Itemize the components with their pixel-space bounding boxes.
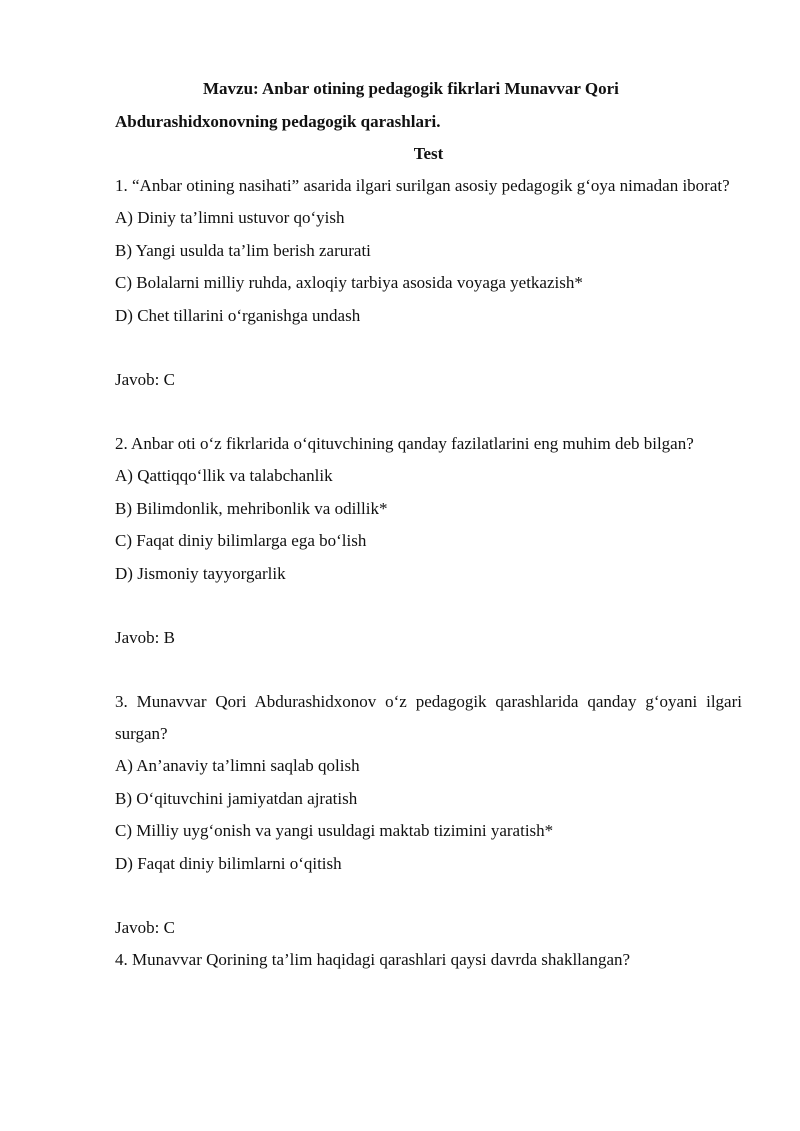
- answer: Javob: B: [115, 628, 175, 647]
- option-a: A) An’anaviy ta’limni saqlab qolish: [115, 756, 360, 775]
- title-line-2: Abdurashidxonovning pedagogik qarashlari.: [115, 112, 441, 131]
- option-a: A) Diniy ta’limni ustuvor qo‘yish: [115, 208, 345, 227]
- answer: Javob: C: [115, 918, 175, 937]
- option-c: C) Faqat diniy bilimlarga ega bo‘lish: [115, 531, 367, 550]
- section-subtitle: Test: [413, 144, 444, 163]
- option-d: D) Chet tillarini o‘rganishga undash: [115, 305, 361, 325]
- option-c: C) Bolalarni milliy ruhda, axloqiy tarbiya asosida voyaga yetkazish*: [115, 273, 583, 292]
- question-text: 3. Munavvar Qori Abdurashidxonov o‘z pedagogik qarashlarida qanday g‘oyani ilgari surgan?: [115, 692, 742, 743]
- option-d: D) Jismoniy tayyorgarlik: [115, 563, 286, 583]
- option-c: C) Milliy uyg‘onish va yangi usuldagi maktab tizimini yaratish*: [115, 821, 554, 840]
- title-line-1: Mavzu: Anbar otining pedagogik fikrlari Munavvar Qori: [203, 79, 619, 98]
- option-a: A) Qattiqqo‘llik va talabchanlik: [115, 466, 333, 485]
- question-text: 2. Anbar oti o‘z fikrlarida o‘qituvchining qanday fazilatlarini eng muhim deb bilgan?: [115, 434, 694, 453]
- option-d: D) Faqat diniy bilimlarni o‘qitish: [115, 853, 342, 873]
- question-text: 1. “Anbar otining nasihati” asarida ilgari surilgan asosiy pedagogik g‘oya nimadan iborat?: [115, 176, 730, 195]
- option-b: B) Yangi usulda ta’lim berish zarurati: [115, 240, 371, 260]
- question-4: [115, 944, 742, 976]
- question-1: [115, 170, 742, 428]
- question-3: [115, 686, 742, 944]
- document-title: [115, 72, 742, 138]
- answer: Javob: C: [115, 370, 175, 389]
- question-2: [115, 428, 742, 686]
- option-b: B) Bilimdonlik, mehribonlik va odillik*: [115, 498, 388, 518]
- question-text: 4. Munavvar Qorining ta’lim haqidagi qarashlari qaysi davrda shakllangan?: [115, 950, 631, 969]
- option-b: B) O‘qituvchini jamiyatdan ajratish: [115, 788, 358, 808]
- document-page: [115, 72, 742, 976]
